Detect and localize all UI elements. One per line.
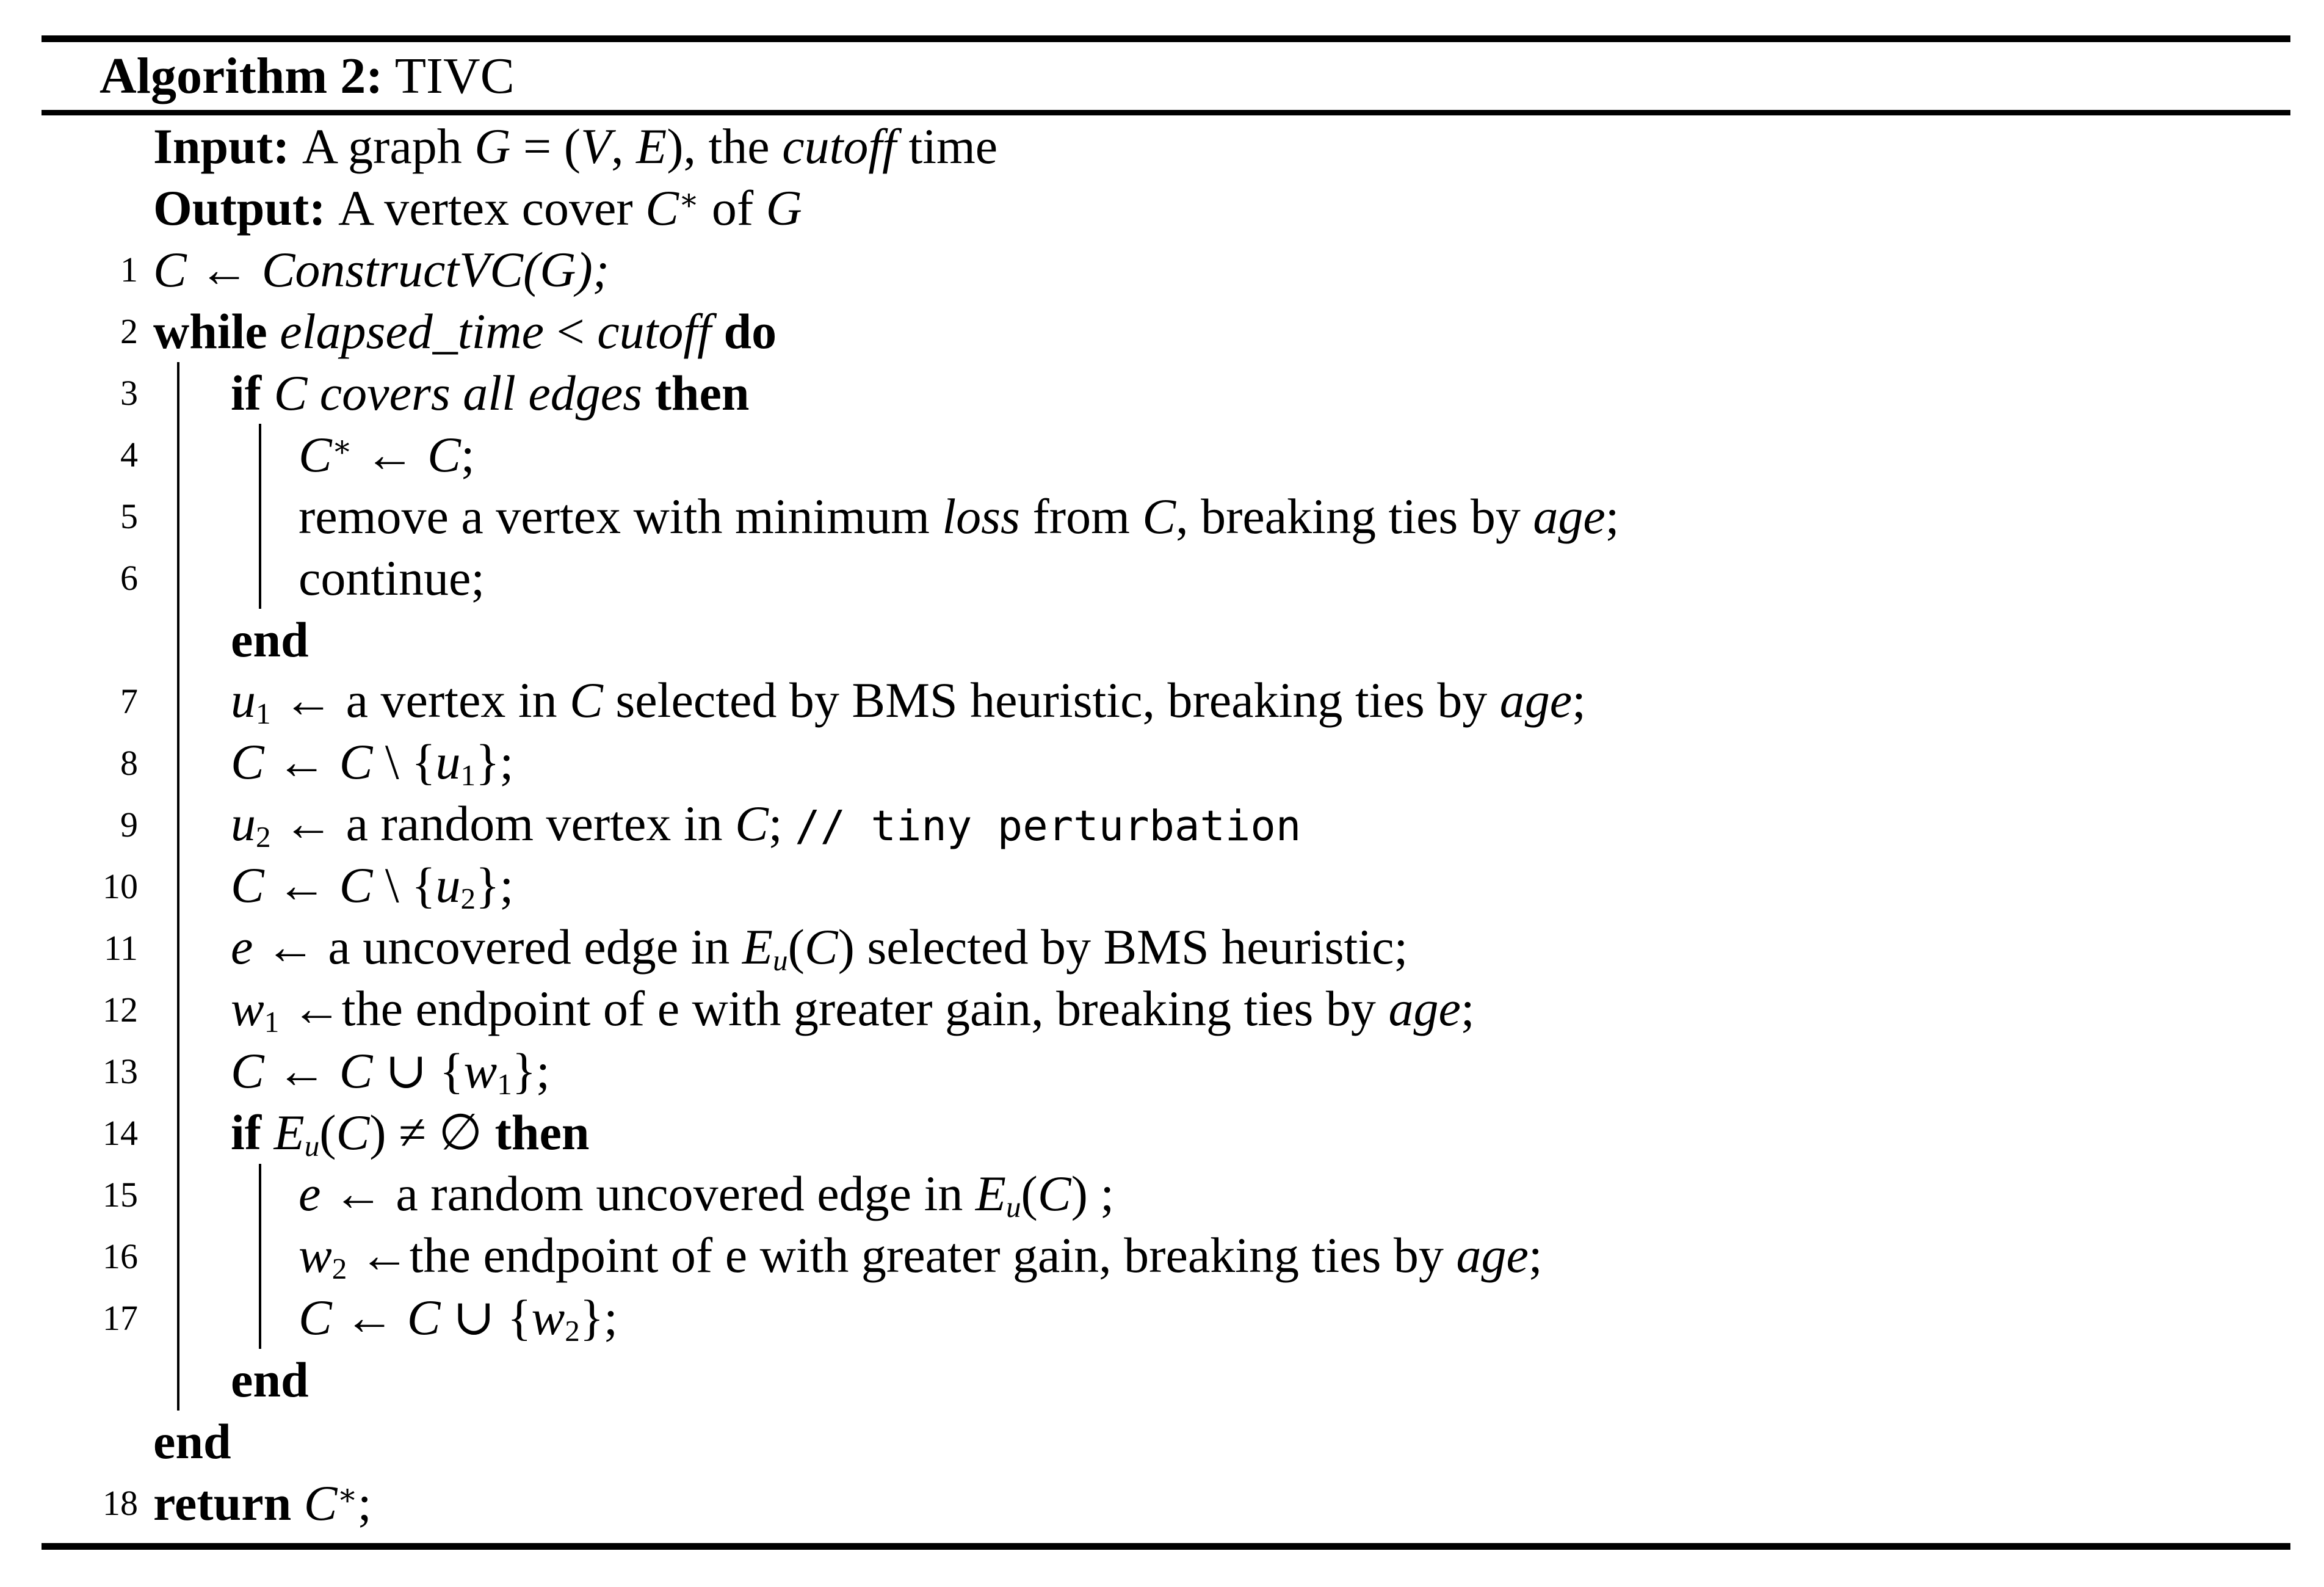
while-block-indent-line — [177, 485, 179, 547]
line-number: 12 — [103, 990, 138, 1030]
if-block-indent-line — [259, 485, 261, 547]
input-text: Input: A graph G = (V, E), the cutoff time — [153, 118, 998, 174]
header-separator-rule — [42, 110, 2290, 115]
line-text: C ← C \ {u1}; — [231, 734, 514, 792]
while-block-indent-line — [177, 1040, 179, 1102]
bottom-rule — [42, 1543, 2290, 1550]
if-block-indent-line — [259, 1287, 261, 1349]
end-if-line — [0, 1349, 2324, 1411]
top-rule — [42, 35, 2290, 42]
line-number: 10 — [103, 866, 138, 906]
while-block-indent-line — [177, 1102, 179, 1164]
end-if-line — [0, 609, 2324, 670]
line-8 — [0, 732, 2324, 794]
line-number: 2 — [120, 311, 138, 351]
line-number: 3 — [120, 373, 138, 413]
line-text: C ← C \ {u2}; — [231, 857, 514, 915]
algorithm-header — [100, 42, 515, 110]
line-15 — [0, 1164, 2324, 1226]
line-number: 6 — [120, 558, 138, 598]
line-number: 18 — [103, 1483, 138, 1523]
while-block-indent-line — [177, 917, 179, 979]
if-block-indent-line — [259, 1164, 261, 1226]
line-number: 1 — [120, 250, 138, 289]
end-keyword: end — [153, 1413, 231, 1469]
line-7 — [0, 670, 2324, 732]
line-text: if Eu(C) ≠ ∅ then — [231, 1104, 590, 1163]
while-block-indent-line — [177, 1226, 179, 1287]
line-9 — [0, 794, 2324, 855]
while-block-indent-line — [177, 1164, 179, 1226]
output-text: Output: A vertex cover C∗ of G — [153, 180, 802, 236]
line-2 — [0, 300, 2324, 362]
line-text: e ← a random uncovered edge in Eu(C) ; — [299, 1166, 1115, 1224]
line-13 — [0, 1040, 2324, 1102]
while-block-indent-line — [177, 1349, 179, 1411]
line-number: 17 — [103, 1298, 138, 1338]
line-number: 16 — [103, 1237, 138, 1276]
line-number: 7 — [120, 681, 138, 721]
line-text: w1 ←the endpoint of e with greater gain, breaking ties by age; — [231, 981, 1475, 1039]
line-5 — [0, 485, 2324, 547]
line-number: 11 — [104, 928, 138, 968]
algorithm-name: TIVC — [383, 48, 515, 104]
end-while-line — [0, 1411, 2324, 1472]
if-block-indent-line — [259, 1226, 261, 1287]
while-block-indent-line — [177, 362, 179, 424]
line-6 — [0, 547, 2324, 609]
line-number: 9 — [120, 805, 138, 844]
line-text: C ← ConstructVC(G); — [153, 241, 610, 297]
line-number: 8 — [120, 743, 138, 783]
line-number: 15 — [103, 1175, 138, 1215]
line-10 — [0, 855, 2324, 917]
line-text: w2 ←the endpoint of e with greater gain, breaking ties by age; — [299, 1227, 1543, 1285]
while-block-indent-line — [177, 609, 179, 670]
line-text: while elapsed_time < cutoff do — [153, 303, 777, 359]
while-block-indent-line — [177, 732, 179, 794]
input-line — [0, 115, 2324, 177]
line-number: 4 — [120, 435, 138, 474]
line-text: e ← a uncovered edge in Eu(C) selected by BMS heuristic; — [231, 919, 1408, 977]
line-11 — [0, 917, 2324, 979]
line-number: 13 — [103, 1051, 138, 1091]
line-14 — [0, 1102, 2324, 1164]
while-block-indent-line — [177, 670, 179, 732]
line-text: continue; — [299, 550, 485, 606]
line-text: C ← C ∪ {w2}; — [299, 1289, 618, 1348]
line-text: C ← C ∪ {w1}; — [231, 1042, 550, 1101]
line-text: return C∗; — [153, 1475, 372, 1531]
line-text: if C covers all edges then — [231, 365, 750, 421]
line-16 — [0, 1226, 2324, 1287]
algorithm-body — [0, 115, 2324, 1534]
end-keyword: end — [231, 611, 309, 667]
while-block-indent-line — [177, 547, 179, 609]
line-text: C∗ ← C; — [299, 426, 475, 482]
line-number: 14 — [103, 1113, 138, 1153]
line-18 — [0, 1472, 2324, 1534]
line-text: u2 ← a random vertex in C; // tiny perturbation — [231, 796, 1301, 854]
line-text: u1 ← a vertex in C selected by BMS heuristic, breaking ties by age; — [231, 672, 1586, 730]
line-1 — [0, 239, 2324, 300]
while-block-indent-line — [177, 794, 179, 855]
line-3 — [0, 362, 2324, 424]
line-12 — [0, 979, 2324, 1040]
while-block-indent-line — [177, 424, 179, 485]
line-text: remove a vertex with minimum loss from C, breaking ties by age; — [299, 488, 1620, 544]
line-17 — [0, 1287, 2324, 1349]
line-number: 5 — [120, 496, 138, 536]
while-block-indent-line — [177, 1287, 179, 1349]
if-block-indent-line — [259, 424, 261, 485]
algorithm-label: Algorithm 2: — [100, 48, 383, 104]
if-block-indent-line — [259, 547, 261, 609]
while-block-indent-line — [177, 979, 179, 1040]
output-line — [0, 177, 2324, 239]
end-keyword: end — [231, 1351, 309, 1407]
line-4 — [0, 424, 2324, 485]
while-block-indent-line — [177, 855, 179, 917]
